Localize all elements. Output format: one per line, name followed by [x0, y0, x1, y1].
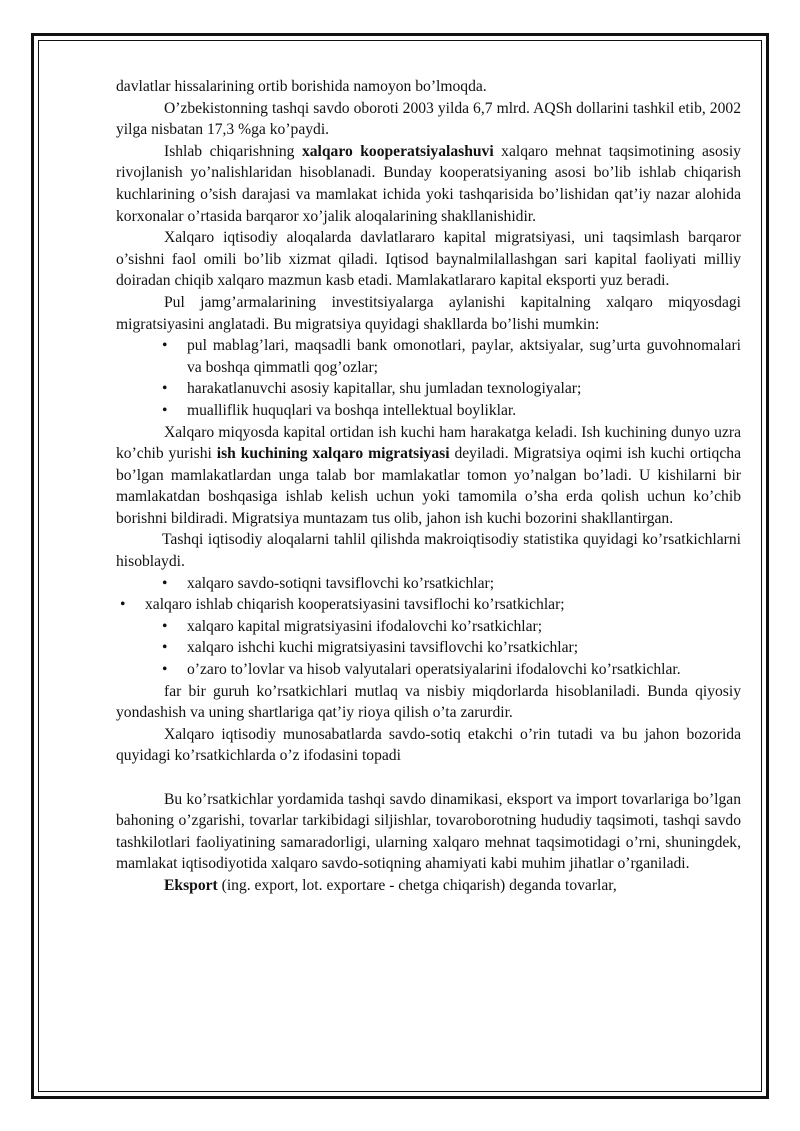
list-item: [116, 637, 741, 659]
paragraph: [116, 875, 741, 897]
list-item: [116, 378, 741, 400]
list-item: [116, 573, 741, 595]
indicators-list: [116, 573, 741, 681]
bullet-icon: •: [162, 401, 168, 419]
text-run: xalqaro mehnat taqsimotining asosiy rivojlanish yo’nalishlaridan hisoblanadi. Bunday kooperatsiyaning asosi bo’lib ishlab chiqarish kuchlarining o’sish darajasi va mamlakat ichida yoki tashqarisida bo’lishidan qat’iy nazar alohida korxonalar o’rtasida barqaror xo’jalik aloqalarining shakllanishidir.: [116, 142, 741, 225]
list-item: [116, 335, 741, 378]
paragraph: Xalqaro iqtisodiy munosabatlarda savdo-sotiq etakchi o’rin tutadi va bu jahon bozorida quyidagi ko’rsatkichlarda o’z ifodasini topadi: [116, 725, 741, 765]
paragraph: O’zbekistonning tashqi savdo oboroti 2003 yilda 6,7 mlrd. AQSh dollarini tashkil etib, 2002 yilga nisbatan 17,3 %ga ko’paydi.: [116, 99, 741, 139]
bullet-icon: •: [162, 574, 168, 592]
bold-term: Eksport: [164, 876, 218, 894]
list-item-text: pul mablag’lari, maqsadli bank omonotlari, paylar, aktsiyalar, sug’urta guvohnomalari va boshqa qimmatli qog’ozlar;: [187, 337, 741, 376]
text-run: Ishlab chiqarishning: [164, 142, 302, 160]
document-body: [116, 76, 741, 897]
bold-term: xalqaro kooperatsiyalashuvi: [301, 142, 494, 160]
bullet-icon: •: [120, 596, 126, 614]
bullet-icon: •: [162, 617, 168, 635]
paragraph: davlatlar hissalarining ortib borishida namoyon bo’lmoqda.: [116, 78, 487, 95]
paragraph: Pul jamg’armalarining investitsiyalarga aylanishi kapitalning xalqaro miqyosdagi migratsiyasini anglatadi. Bu migratsiya quyidagi shakllarda bo’lishi mumkin:: [116, 293, 741, 333]
blank-line: [116, 767, 741, 789]
bullet-icon: •: [162, 337, 168, 355]
bullet-icon: •: [162, 639, 168, 657]
list-item: [116, 616, 741, 638]
list-item-text: o’zaro to’lovlar va hisob valyutalari operatsiyalarini ifodalovchi ko’rsatkichlar.: [187, 661, 681, 679]
list-item-text: xalqaro ishlab chiqarish kooperatsiyasini tavsiflochi ko’rsatkichlar;: [145, 596, 565, 614]
paragraph: Xalqaro iqtisodiy aloqalarda davlatlararo kapital migratsiyasi, uni taqsimlash barqaror o’sishni faol omili bo’lib xizmat qiladi. Iqtisod baynalmilallashgan sari kapital faoliyati milliy doiradan chiqib xalqaro mazmun kasb etadi. Mamlakatlararo kapital eksporti yuz beradi.: [116, 229, 741, 290]
list-item-text: xalqaro savdo-sotiqni tavsiflovchi ko’rsatkichlar;: [187, 574, 495, 592]
list-item-text: mualliflik huquqlari va boshqa intellektual boyliklar.: [187, 401, 517, 419]
bullet-icon: •: [162, 380, 168, 398]
list-item-text: xalqaro kapital migratsiyasini ifodalovchi ko’rsatkichlar;: [187, 617, 543, 635]
paragraph: [116, 141, 741, 227]
list-item-text: harakatlanuvchi asosiy kapitallar, shu jumladan texnologiyalar;: [187, 380, 582, 398]
text-run: Xalqaro miqyosda kapital ortidan ish kuchi ham harakatga keladi. Ish kuchining dunyo uzra ko’chib yurishi: [116, 423, 741, 463]
list-item: [116, 594, 741, 616]
bullet-icon: •: [162, 661, 168, 679]
capital-forms-list: [116, 335, 741, 421]
paragraph: Tashqi iqtisodiy aloqalarni tahlil qilishda makroiqtisodiy statistika quyidagi ko’rsatkichlarni hisoblaydi.: [116, 531, 741, 571]
bold-term: ish kuchining xalqaro migratsiyasi: [216, 445, 450, 463]
paragraph: far bir guruh ko’rsatkichlari mutlaq va nisbiy miqdorlarda hisoblaniladi. Bunda qiyosiy yondashish va uning shartlariga qat’iy rioya qilish o’ta zarurdir.: [116, 682, 741, 722]
paragraph: [116, 422, 741, 530]
text-run: deyiladi. Migratsiya oqimi ish kuchi ortiqcha bo’lgan mamlakatlardan unga talab bor mamlakatlar tomon yo’nalgan bo’ladi. U kishilarni bir mamlakatdan boshqasiga ishlab kelish uchun yoki tamomila o’sha erda qolish uchun ko’chib borishni bildiradi. Migratsiya muntazam tus olib, jahon ish kuchi bozorini shakllantirgan.: [116, 445, 741, 527]
list-item: [116, 400, 741, 422]
text-run: (ing. export, lot. exportare - chetga chiqarish) deganda tovarlar,: [217, 876, 617, 894]
paragraph: Bu ko’rsatkichlar yordamida tashqi savdo dinamikasi, eksport va import tovarlariga bo’lgan bahoning o’zgarishi, tovarlar tarkibidagi siljishlar, tovaroborotning hududiy taqsimoti, tashqi savdo tashkilotlari faoliyatining samaradorligi, ularning xalqaro mehnat taqsimotidagi o’rni, shuningdek, mamlakat iqtisodiyotida xalqaro savdo-sotiqning ahamiyati kabi muhim jihatlar o’rganiladi.: [116, 790, 741, 873]
list-item-text: xalqaro ishchi kuchi migratsiyasini tavsiflovchi ko’rsatkichlar;: [187, 639, 579, 657]
list-item: [116, 659, 741, 681]
